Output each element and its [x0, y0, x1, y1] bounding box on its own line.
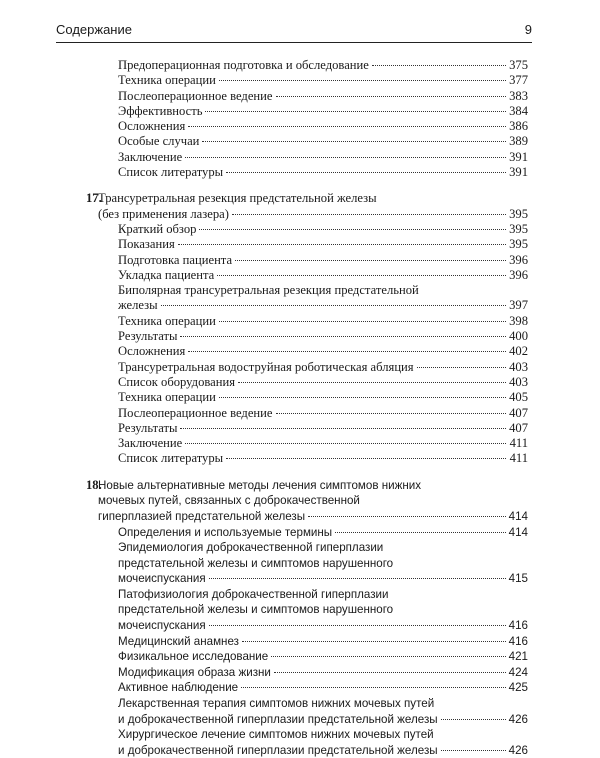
entry-text: железы — [118, 298, 158, 313]
toc-entry[interactable] — [56, 73, 532, 88]
toc-entry[interactable] — [56, 665, 532, 681]
running-title: Содержание — [56, 22, 132, 37]
dot-leader — [199, 229, 506, 230]
toc-line — [98, 478, 528, 494]
entry-text: Трансуретральная водоструйная роботическая абляция — [118, 359, 414, 374]
toc-line — [118, 360, 528, 375]
entry-page-number: 414 — [508, 509, 528, 523]
entry-text: Техника операции — [118, 313, 216, 328]
dot-leader — [188, 126, 506, 127]
entry-text: Краткий обзор — [118, 221, 197, 236]
entry-text: Предоперационная подготовка и обследование — [118, 58, 369, 72]
toc-line — [118, 237, 528, 252]
toc-entry[interactable] — [56, 390, 532, 405]
toc-line — [118, 406, 528, 421]
toc-entry[interactable] — [56, 649, 532, 665]
entry-page-number: 403 — [509, 359, 528, 374]
entry-text: Определения и используемые термины — [118, 525, 333, 539]
toc-line — [118, 451, 528, 466]
entry-page-number: 397 — [509, 298, 528, 313]
entry-page-number: 403 — [509, 374, 528, 389]
entry-text: Эффективность — [118, 103, 203, 118]
entry-page-number: 383 — [509, 88, 528, 103]
toc-line — [118, 571, 528, 587]
toc-line — [118, 525, 528, 541]
dot-leader — [226, 172, 506, 173]
entry-page-number: 415 — [508, 572, 528, 586]
entry-page-number: 405 — [509, 390, 528, 405]
toc-line — [98, 207, 528, 222]
toc-entry[interactable] — [56, 268, 532, 283]
toc-entry[interactable] — [56, 587, 532, 634]
toc-line — [118, 436, 528, 451]
toc-line — [98, 191, 528, 206]
toc-entry[interactable] — [56, 89, 532, 104]
dot-leader — [219, 321, 506, 322]
dot-leader — [235, 260, 506, 261]
entry-page-number: 377 — [509, 73, 528, 88]
entry-text: Техника операции — [118, 73, 216, 88]
entry-page-number: 391 — [509, 149, 528, 164]
entry-text: Показания — [118, 237, 175, 252]
toc-line — [118, 727, 528, 743]
chapter-heading[interactable] — [56, 191, 532, 222]
toc-line — [118, 602, 528, 618]
dot-leader — [238, 382, 506, 383]
chapter-17 — [56, 191, 532, 466]
toc-line — [118, 649, 528, 665]
entry-text: Хирургическое лечение симптомов нижних мочевых путей — [118, 728, 434, 742]
entry-text: Эпидемиология доброкачественной гиперплазии — [118, 541, 384, 555]
dot-leader — [202, 141, 506, 142]
dot-leader — [219, 397, 506, 398]
dot-leader — [217, 275, 506, 276]
dot-leader — [417, 367, 506, 368]
entry-page-number: 407 — [509, 420, 528, 435]
entry-text: Медицинский анамнез — [118, 634, 239, 648]
toc-line — [98, 509, 528, 525]
toc-line — [118, 390, 528, 405]
entry-text: Послеоперационное ведение — [118, 405, 273, 420]
toc-line — [118, 618, 528, 634]
entry-text: Трансуретральная резекция предстательной железы — [98, 191, 377, 206]
toc-entry[interactable] — [56, 696, 532, 727]
entry-text: предстательной железы и симптомов нарушенного — [118, 603, 394, 617]
entry-page-number: 389 — [509, 134, 528, 149]
entry-text: Лекарственная терапия симптомов нижних мочевых путей — [118, 697, 435, 711]
toc-entry[interactable] — [56, 150, 532, 165]
toc-line — [118, 665, 528, 681]
toc-line — [118, 89, 528, 104]
toc-entry[interactable] — [56, 436, 532, 451]
dot-leader — [161, 305, 506, 306]
toc-entry[interactable] — [56, 525, 532, 541]
toc-line — [118, 375, 528, 390]
toc-line — [118, 696, 528, 712]
toc-line — [118, 587, 528, 603]
chapter-heading[interactable] — [56, 478, 532, 525]
toc-line — [118, 556, 528, 572]
entry-text: Техника операции — [118, 390, 216, 405]
entry-text: мочеиспускания — [118, 572, 206, 586]
toc-entry[interactable] — [56, 360, 532, 375]
dot-leader — [219, 80, 506, 81]
entry-page-number: 400 — [509, 329, 528, 344]
entry-text: Модификация образа жизни — [118, 665, 271, 679]
toc-line — [118, 268, 528, 283]
toc-line — [118, 329, 528, 344]
entry-text: мочеиспускания — [118, 619, 206, 633]
toc-entry[interactable] — [56, 634, 532, 650]
toc-entry[interactable] — [56, 283, 532, 314]
entry-page-number: 396 — [509, 252, 528, 267]
entry-page-number: 421 — [508, 650, 528, 664]
entry-page-number: 426 — [508, 743, 528, 757]
dot-leader — [209, 625, 506, 626]
entry-text: Список оборудования — [118, 374, 236, 389]
dot-leader — [271, 656, 506, 657]
entry-page-number: 395 — [509, 221, 528, 236]
entry-text: Послеоперационное ведение — [118, 88, 273, 103]
entry-page-number: 426 — [508, 712, 528, 726]
entry-page-number: 414 — [508, 525, 528, 539]
dot-leader — [185, 157, 506, 158]
dot-leader — [241, 687, 506, 688]
toc-line — [118, 165, 528, 180]
entry-page-number: 375 — [509, 58, 528, 72]
page-header — [56, 22, 532, 43]
entry-text: мочевых путей, связанных с доброкачественной — [98, 494, 360, 508]
dot-leader — [372, 65, 506, 66]
entry-page-number: 395 — [509, 206, 528, 221]
entry-text: Осложнения — [118, 344, 186, 359]
toc-line — [118, 73, 528, 88]
toc-line — [118, 119, 528, 134]
dot-leader — [209, 578, 506, 579]
dot-leader — [205, 111, 506, 112]
toc-line — [118, 104, 528, 119]
entry-text: Заключение — [118, 436, 183, 451]
toc-line — [118, 253, 528, 268]
dot-leader — [180, 336, 506, 337]
toc-entry[interactable] — [56, 540, 532, 587]
entry-page-number: 384 — [509, 103, 528, 118]
entry-page-number: 391 — [509, 165, 528, 180]
entry-page-number: 424 — [508, 665, 528, 679]
dot-leader — [180, 428, 506, 429]
entry-text: Физикальное исследование — [118, 650, 269, 664]
entry-text: Патофизиология доброкачественной гиперплазии — [118, 587, 389, 601]
toc-entry[interactable] — [56, 421, 532, 436]
entry-text: Результаты — [118, 329, 178, 344]
dot-leader — [242, 641, 506, 642]
entry-text: Подготовка пациента — [118, 252, 233, 267]
dot-leader — [226, 458, 506, 459]
dot-leader — [335, 532, 506, 533]
entry-page-number: 396 — [509, 267, 528, 282]
toc-entry[interactable] — [56, 680, 532, 696]
entry-page-number: 416 — [508, 619, 528, 633]
toc-entry[interactable] — [56, 222, 532, 237]
entry-text: гиперплазией предстательной железы — [98, 509, 306, 523]
entry-text: Особые случаи — [118, 134, 200, 149]
toc-line — [118, 421, 528, 436]
dot-leader — [276, 413, 507, 414]
page-number: 9 — [524, 22, 532, 37]
toc-entry[interactable] — [56, 727, 532, 758]
dot-leader — [178, 244, 506, 245]
toc-line — [118, 743, 528, 758]
toc-line — [118, 283, 528, 298]
entry-text: Список литературы — [118, 165, 224, 180]
toc-line — [118, 134, 528, 149]
entry-page-number: 425 — [508, 681, 528, 695]
toc-line — [98, 493, 528, 509]
entry-text: Активное наблюдение — [118, 681, 239, 695]
toc-entry[interactable] — [56, 344, 532, 359]
toc-line — [118, 712, 528, 728]
toc-entry[interactable] — [56, 314, 532, 329]
toc-entry[interactable] — [56, 451, 532, 466]
dot-leader — [232, 214, 506, 215]
entry-page-number: 407 — [509, 405, 528, 420]
chapter-number: 18. — [86, 477, 102, 492]
table-of-contents — [56, 58, 532, 758]
entry-text: Список литературы — [118, 451, 224, 466]
toc-entry[interactable] — [56, 104, 532, 119]
entry-text: предстательной железы и симптомов нарушенного — [118, 556, 394, 570]
toc-entry[interactable] — [56, 406, 532, 421]
toc-line — [118, 540, 528, 556]
entry-text: Осложнения — [118, 119, 186, 134]
toc-line — [118, 680, 528, 696]
toc-entry[interactable] — [56, 375, 532, 390]
toc-line — [118, 634, 528, 650]
toc-line — [118, 314, 528, 329]
chapter-number: 17. — [86, 191, 102, 206]
toc-entry[interactable] — [56, 58, 532, 73]
toc-entry[interactable] — [56, 119, 532, 134]
toc-line — [118, 298, 528, 313]
dot-leader — [188, 351, 506, 352]
dot-leader — [441, 719, 506, 720]
dot-leader — [274, 672, 506, 673]
toc-line — [118, 344, 528, 359]
entry-page-number: 395 — [509, 237, 528, 252]
entry-text: (без применения лазера) — [98, 206, 229, 221]
entry-page-number: 411 — [509, 436, 528, 451]
entry-text: Заключение — [118, 149, 183, 164]
section-16-continuation — [56, 58, 532, 180]
toc-entry[interactable] — [56, 165, 532, 180]
entry-text: Результаты — [118, 420, 178, 435]
entry-page-number: 416 — [508, 634, 528, 648]
entry-page-number: 402 — [509, 344, 528, 359]
toc-entry[interactable] — [56, 134, 532, 149]
entry-text: Укладка пациента — [118, 267, 215, 282]
entry-text: и доброкачественной гиперплазии предстательной железы — [118, 712, 438, 726]
dot-leader — [308, 516, 506, 517]
toc-entry[interactable] — [56, 237, 532, 252]
dot-leader — [276, 96, 507, 97]
entry-text: и доброкачественной гиперплазии предстательной железы — [118, 743, 438, 757]
dot-leader — [185, 443, 506, 444]
entry-page-number: 386 — [509, 119, 528, 134]
toc-line — [118, 58, 528, 73]
chapter-18 — [56, 478, 532, 758]
entry-text: Новые альтернативные методы лечения симптомов нижних — [98, 478, 422, 492]
toc-line — [118, 150, 528, 165]
entry-text: Биполярная трансуретральная резекция предстательной — [118, 283, 419, 298]
toc-entry[interactable] — [56, 329, 532, 344]
entry-page-number: 398 — [509, 313, 528, 328]
toc-line — [118, 222, 528, 237]
entry-page-number: 411 — [509, 451, 528, 466]
toc-entry[interactable] — [56, 253, 532, 268]
